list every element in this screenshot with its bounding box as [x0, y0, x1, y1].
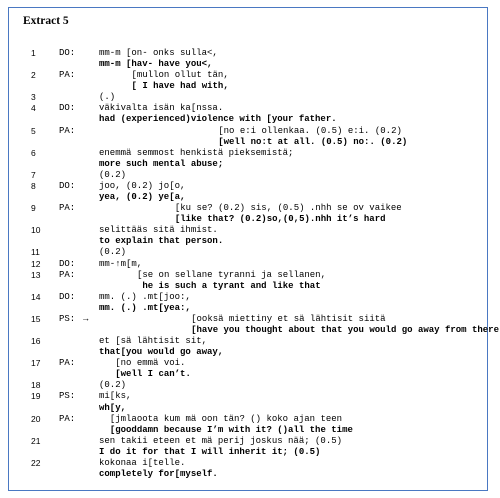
- translation-text: more such mental abuse;: [99, 158, 224, 169]
- translation-text: he is such a tyrant and like that: [142, 280, 321, 291]
- extract-title: Extract 5: [23, 15, 69, 27]
- translation-text: [have you thought about that you would go away from there: [191, 325, 499, 335]
- translation-text: mm-m [hav- have you<,: [99, 59, 213, 70]
- original-text: et [sä lähtisit sit,: [99, 336, 208, 347]
- original-text: [mullon ollut tän,: [131, 70, 229, 81]
- original-text: mm-m [on- onks sulla<,: [99, 48, 218, 58]
- line-number: 2: [31, 70, 36, 81]
- translation-text: [like that? (0.2)so,(0,5).nhh it’s hard: [174, 214, 386, 225]
- speaker-label: DO:: [59, 180, 76, 191]
- line-number: 16: [31, 336, 41, 347]
- line-number: 8: [31, 180, 36, 191]
- original-text: sen takii eteen et mä perij joskus nää; (0.5): [99, 435, 343, 446]
- line-number: 11: [31, 247, 40, 258]
- translation-text: completely for[myself.: [99, 469, 218, 480]
- translation-text: yea, (0.2) ye[a,: [99, 192, 186, 203]
- speaker-label: PA:: [59, 413, 76, 424]
- original-text: [no e:i ollenkaa. (0.5) e:i. (0.2): [218, 125, 402, 136]
- translation-text: wh[y,: [99, 402, 127, 413]
- translation-text: [ I have had with,: [131, 81, 229, 92]
- original-text: [ku se? (0.2) sis, (0.5) .nhh se ov vaikee: [174, 203, 402, 214]
- translation-text: [well no:t at all. (0.5) no:. (0.2): [218, 136, 408, 147]
- speaker-label: PA:: [59, 269, 76, 280]
- translation-text: [gooddamn because I’m with it? ()all the time: [109, 424, 353, 435]
- speaker-label: DO:: [59, 48, 76, 58]
- line-number: 21: [31, 435, 41, 446]
- line-number: 18: [31, 380, 41, 391]
- line-number: 17: [31, 358, 41, 369]
- line-number: 5: [31, 125, 36, 136]
- original-text: joo, (0.2) jo[o,: [99, 180, 186, 191]
- original-text: (0.2): [99, 169, 127, 180]
- line-number: 20: [31, 413, 41, 424]
- transcript-line: [0, 468, 500, 481]
- line-number: 10: [31, 225, 41, 236]
- line-number: 6: [31, 147, 36, 158]
- original-text: [no emmä voi.: [115, 358, 186, 369]
- original-text: (0.2): [99, 247, 127, 258]
- line-number: 13: [31, 269, 41, 280]
- original-text: mi[ks,: [99, 391, 132, 402]
- original-text: mm. (.) .mt[joo:,: [99, 291, 191, 302]
- speaker-label: DO:: [59, 291, 76, 302]
- line-number: 15: [31, 313, 41, 324]
- line-number: 12: [31, 258, 41, 269]
- line-number: 9: [31, 203, 36, 214]
- original-text: enemmä semmost henkistä pieksemistä;: [99, 147, 294, 158]
- speaker-label: PA:: [59, 125, 76, 136]
- original-text: kokonaa i[telle.: [99, 457, 186, 468]
- original-text: selittääs sitä ihmist.: [99, 225, 218, 236]
- line-number: 1: [31, 48, 36, 58]
- original-text: väkivalta isän ka[nssa.: [99, 103, 224, 114]
- original-text: [ooksä miettiny et sä lähtisit siitä: [191, 313, 386, 324]
- translation-text: had (experienced)violence with [your father.: [99, 114, 337, 125]
- line-number: 7: [31, 169, 36, 180]
- line-number: 19: [31, 391, 41, 402]
- translation-text: mm. (.) .mt[yea:,: [99, 302, 191, 313]
- speaker-label: PS:: [59, 391, 76, 402]
- original-text: (.): [99, 92, 116, 103]
- line-number: 14: [31, 291, 41, 302]
- line-number: 3: [31, 92, 36, 103]
- speaker-label: PA:: [59, 358, 76, 369]
- original-text: [jmlaoota kum mä oon tän? () koko ajan teen: [109, 413, 343, 424]
- original-text: (0.2): [99, 380, 127, 391]
- translation-text: I do it for that I will inherit it; (0.5): [99, 446, 321, 457]
- translation-text: to explain that person.: [99, 236, 224, 247]
- speaker-label: DO:: [59, 258, 76, 269]
- translation-text: [well I can’t.: [115, 369, 191, 380]
- speaker-label: PA:: [59, 203, 76, 214]
- line-number: 22: [31, 457, 41, 468]
- translation-text: that[you would go away,: [99, 347, 224, 358]
- speaker-label: PA:: [59, 70, 76, 81]
- original-text: [se on sellane tyranni ja sellanen,: [136, 269, 326, 280]
- original-text: mm-↑m[m,: [99, 258, 143, 269]
- focus-arrow-icon: →: [83, 313, 89, 324]
- speaker-label: PS:: [59, 313, 76, 324]
- speaker-label: DO:: [59, 103, 76, 114]
- line-number: 4: [31, 103, 36, 114]
